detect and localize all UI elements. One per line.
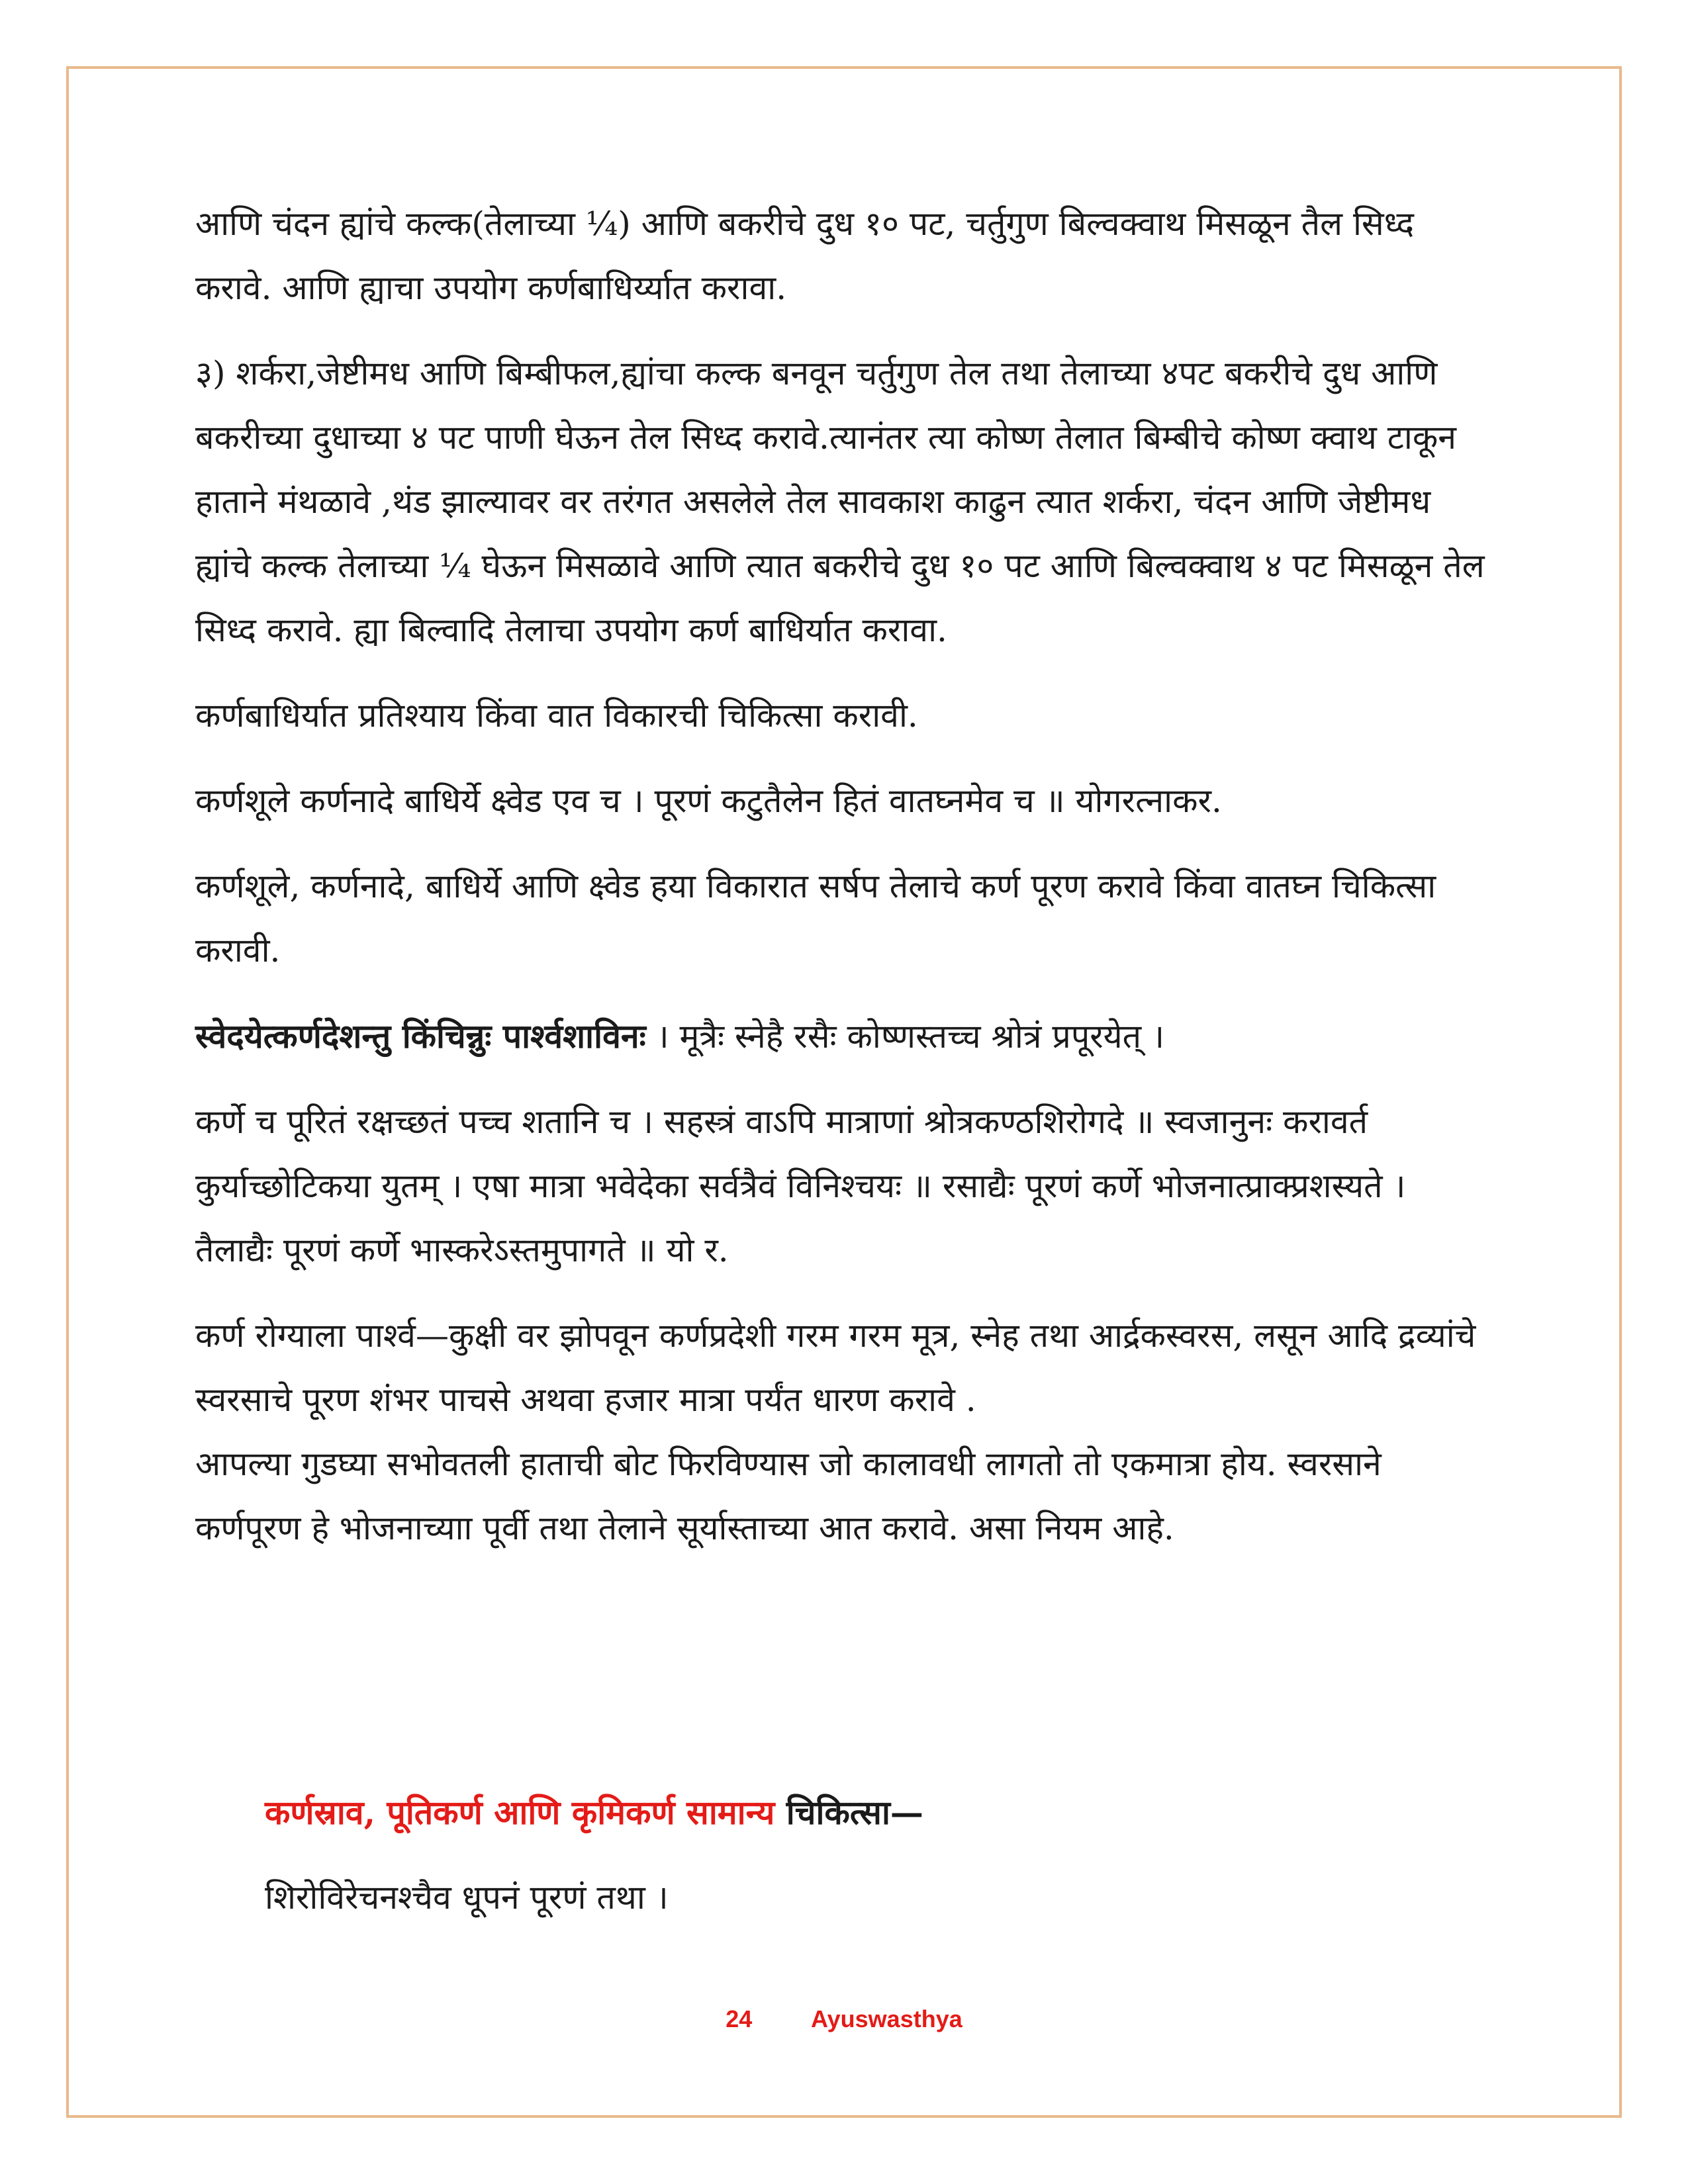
verse-svedayet — [195, 1004, 1493, 1069]
section-heading — [265, 1780, 1523, 1844]
section-heading-dark: चिकित्सा— — [786, 1793, 923, 1832]
footer-title: Ayuswasthya — [810, 2005, 962, 2032]
verse-yogaratnakar: कर्णशूले कर्णनादे बाधिर्ये क्ष्वेड एव च । पूरणं कटुतैलेन हितं वातघ्नमेव च ॥ योगरत्नाकर. — [195, 782, 1222, 820]
paragraph-continuation: आणि चंदन ह्यांचे कल्क(तेलाच्या ¼) आणि बकरीचे दुध १० पट, चर्तुगुण बिल्वक्वाथ मिसळून तैल सिध्द करावे. आणि ह्याचा उपयोग कर्णबाधिर्य्यात करावा. — [195, 205, 1415, 307]
paragraph-treatment-note: कर्णबाधिर्यात प्रतिश्याय किंवा वात विकारची चिकित्सा करावी. — [195, 696, 918, 735]
section-heading-red: कर्णस्राव, पूतिकर्ण आणि कृमिकर्ण सामान्य — [265, 1793, 786, 1832]
verse-karne-cha: कर्णे च पूरितं रक्षच्छतं पच्च शतानि च । सहस्त्रं वाऽपि मात्राणां श्रोत्रकण्ठशिरोगदे ॥ स्वजानुनः करावर्त कुर्याच्छोटिकया युतम् । एषा मात्रा भवेदेका सर्वत्रैवं विनिश्चयः ॥ रसाद्यैः पूरणं कर्णे भोजनात्प्राक्प्रशस्यते । तैलाद्यैः पूरणं कर्णे भास्करेऽस्तमुपागते ॥ यो र. — [195, 1103, 1406, 1269]
paragraph-verse-explanation: कर्णशूले, कर्णनादे, बाधिर्ये आणि क्ष्वेड हया विकारात सर्षप तेलाचे कर्ण पूरण करावे किंवा वातघ्न चिकित्सा करावी. — [195, 867, 1436, 970]
section-block — [265, 1780, 1523, 1951]
section-line: शिरोविरेचनश्चैव धूपनं पूरणं तथा । — [265, 1878, 669, 1917]
verse-bold-part: स्वेदयेत्कर्णदेशन्तु किंचिन्नुः पार्श्वशाविनः — [195, 1017, 646, 1056]
paragraph-bilvadi-oil: ३) शर्करा,जेष्टीमध आणि बिम्बीफल,ह्यांचा कल्क बनवून चर्तुगुण तेल तथा तेलाच्या ४पट बकरीचे दुध आणि बकरीच्या दुधाच्या ४ पट पाणी घेऊन तेल सिध्द करावे.त्यानंतर त्या कोष्ण तेलात बिम्बीचे कोष्ण क्वाथ टाकून हाताने मंथळावे ,थंड झाल्यावर वर तरंगत असलेले तेल सावकाश काढुन त्यात शर्करा, चंदन आणि जेष्टीमध ह्यांचे कल्क तेलाच्या ¼ घेऊन मिसळावे आणि त्यात बकरीचे दुध १० पट आणि बिल्वक्वाथ ४ पट मिसळून तेल सिध्द करावे. ह्या बिल्वादि तेलाचा उपयोग कर्ण बाधिर्यात करावा. — [195, 354, 1485, 649]
paragraph-matra-definition: आपल्या गुडघ्या सभोवतली हाताची बोट फिरविण्यास जो कालावधी लागतो तो एकमात्रा होय. स्वरसाने कर्णपूरण हे भोजनाच्याा पूर्वी तथा तेलाने सूर्यास्ताच्या आत करावे. असा नियम आहे. — [195, 1445, 1382, 1547]
main-content — [195, 192, 1493, 1582]
page-number: 24 — [726, 2005, 753, 2032]
paragraph-karna-purana: कर्ण रोग्याला पार्श्व—कुक्षी वर झोपवून कर्णप्रदेशी गरम गरम मूत्र, स्नेह तथा आर्द्रकस्वरस, लसून आदि द्रव्यांचे स्वरसाचे पूरण शंभर पाचसे अथवा हजार मात्रा पर्यंत धारण करावे . — [195, 1316, 1476, 1419]
verse-rest: । मूत्रैः स्नेहै रसैः कोष्णस्तच्च श्रोत्रं प्रपूरयेत् । — [645, 1017, 1165, 1056]
page-footer — [0, 2005, 1688, 2033]
